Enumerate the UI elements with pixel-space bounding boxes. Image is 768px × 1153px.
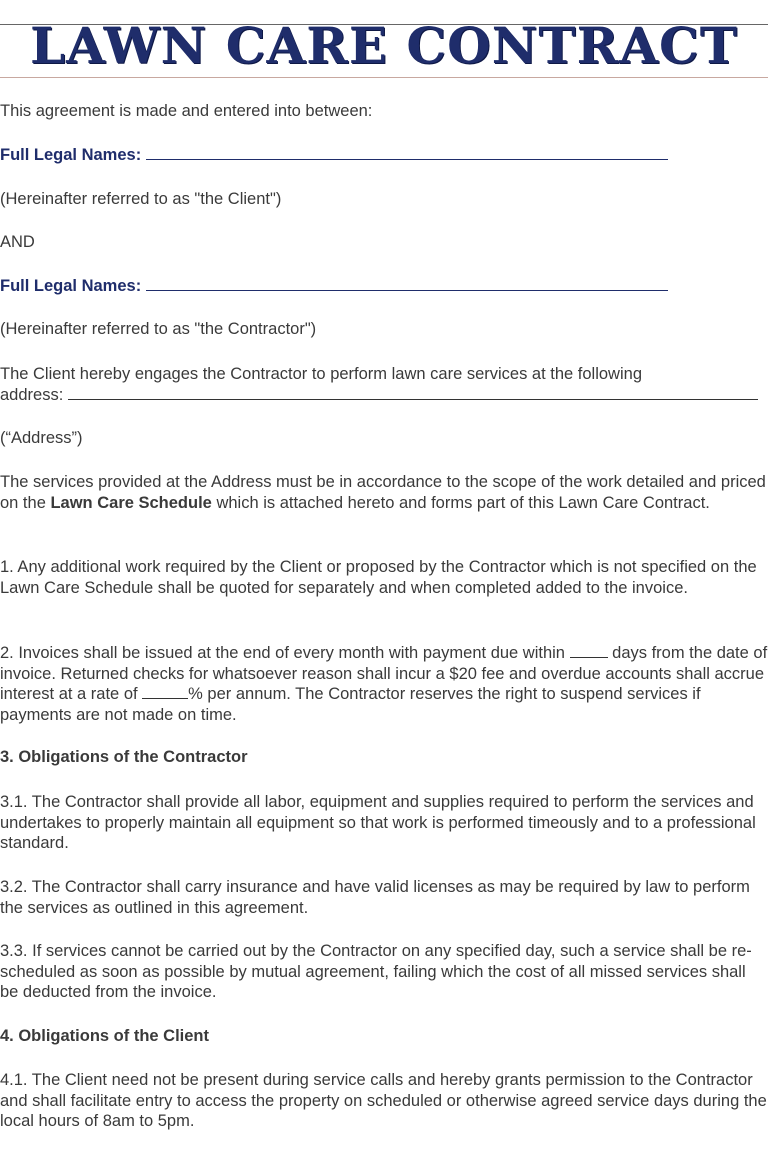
interest-rate-blank[interactable]: [142, 686, 188, 699]
clause-3-1: 3.1. The Contractor shall provide all labor, equipment and supplies required to perform the services and undertakes to properly maintain all equipment so that work is performed timeously and to a professional standard.: [0, 793, 756, 852]
address-blank[interactable]: [68, 387, 758, 400]
contractor-name-label: Full Legal Names:: [0, 277, 142, 295]
contractor-note: (Hereinafter referred to as "the Contractor"): [0, 320, 317, 338]
clause-1: 1. Any additional work required by the Client or proposed by the Contractor which is not specified on the Lawn Care Schedule shall be quoted for separately and when completed added to the invoice.: [0, 558, 757, 597]
clause-2-part3: % per annum. The Contractor reserves the right to suspend services if payments are not made on time.: [0, 685, 701, 724]
client-name-blank[interactable]: [146, 147, 668, 160]
clause-3-3: 3.3. If services cannot be carried out by the Contractor on any specified day, such a service shall be re-scheduled as soon as possible by mutual agreement, failing which the cost of all missed services shall be deducted from the invoice.: [0, 942, 752, 1001]
contractor-name-field: [0, 276, 768, 297]
scope-paragraph: [0, 472, 768, 513]
clause-2-part2: days from the date of invoice. Returned checks for whatsoever reason shall incur a $20 fee and overdue accounts shall accrue interest at a rate of: [0, 644, 768, 703]
title-divider: [0, 77, 768, 78]
contractor-name-blank[interactable]: [146, 278, 668, 291]
payment-days-blank[interactable]: [570, 645, 608, 658]
document-title: LAWN CARE CONTRACT: [30, 16, 738, 75]
scope-text-after: which is attached hereto and forms part of this Lawn Care Contract.: [211, 493, 710, 512]
section-4-heading: 4. Obligations of the Client: [0, 1027, 210, 1045]
section-3-heading: 3. Obligations of the Contractor: [0, 748, 248, 766]
engage-text: [0, 364, 768, 405]
title-block: [0, 18, 768, 74]
lawn-care-schedule-ref: Lawn Care Schedule: [50, 493, 212, 512]
client-name-field: [0, 145, 768, 166]
clause-2-part1: 2. Invoices shall be issued at the end of every month with payment due within: [0, 644, 570, 662]
address-label: address:: [0, 385, 64, 404]
and-text: AND: [0, 233, 35, 251]
engage-line1: The Client hereby engages the Contractor to perform lawn care services at the following: [0, 365, 642, 383]
clause-4-1: 4.1. The Client need not be present during service calls and hereby grants permission to the Contractor and shall facilitate entry to access the property on scheduled or otherwise agreed service days during the local hours of 8am to 5pm.: [0, 1071, 767, 1130]
client-note: (Hereinafter referred to as "the Client"): [0, 190, 282, 208]
client-name-label: Full Legal Names:: [0, 146, 142, 164]
clause-2: [0, 643, 768, 725]
address-definition: (“Address”): [0, 429, 83, 447]
scope-text-before: The services provided at the Address must be in accordance to the scope of the work detailed and priced on the: [0, 473, 766, 512]
intro-text: This agreement is made and entered into between:: [0, 102, 373, 120]
clause-3-2: 3.2. The Contractor shall carry insurance and have valid licenses as may be required by law to perform the services as outlined in this agreement.: [0, 878, 750, 917]
